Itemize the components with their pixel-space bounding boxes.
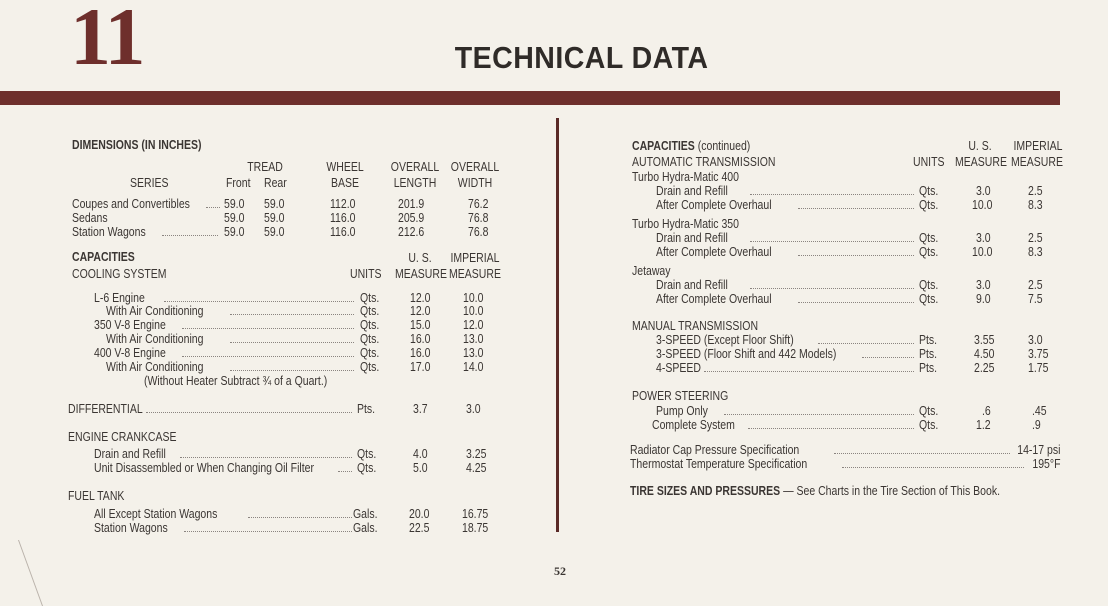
radiator-label: Radiator Cap Pressure Specification (630, 443, 800, 457)
power-unit: Qts. (919, 404, 939, 418)
trans-imp: 2.5 (1028, 184, 1043, 198)
capacities-continued-title: CAPACITIES (632, 139, 695, 153)
trans-unit: Qts. (919, 245, 939, 259)
crankcase-us: 4.0 (413, 447, 428, 461)
manual-us: 4.50 (974, 347, 995, 361)
fuel-heading: FUEL TANK (68, 489, 125, 503)
cooling-unit: Qts. (360, 291, 380, 305)
col-imperial: IMPERIAL (450, 251, 500, 265)
manual-us: 3.55 (974, 333, 995, 347)
trans-us: 3.0 (976, 184, 991, 198)
trans-imp: 2.5 (1028, 278, 1043, 292)
dim-series: Coupes and Convertibles (72, 197, 190, 211)
col-wheel: WHEEL (326, 160, 364, 174)
cooling-label: With Air Conditioning (106, 332, 204, 346)
dimensions-heading: DIMENSIONS (IN INCHES) (72, 138, 202, 152)
differential-label: DIFFERENTIAL (68, 402, 143, 416)
dim-front: 59.0 (224, 225, 245, 239)
manual-label: 4-SPEED (656, 361, 701, 375)
power-unit: Qts. (919, 418, 939, 432)
dim-rear: 59.0 (264, 197, 285, 211)
cooling-imp: 10.0 (463, 304, 484, 318)
col-measure-us-right: MEASURE (955, 155, 1007, 169)
dim-rear: 59.0 (264, 211, 285, 225)
manual-label: 3-SPEED (Floor Shift and 442 Models) (656, 347, 837, 361)
trans-unit: Qts. (919, 292, 939, 306)
trans-unit: Qts. (919, 184, 939, 198)
radiator-value: 14-17 psi (1016, 443, 1060, 457)
fuel-imp: 18.75 (462, 521, 489, 535)
cooling-us: 17.0 (410, 360, 431, 374)
trans-unit: Qts. (919, 231, 939, 245)
trans-us: 3.0 (976, 231, 991, 245)
col-tread: TREAD (247, 160, 283, 174)
crankcase-imp: 4.25 (466, 461, 487, 475)
col-series: SERIES (130, 176, 169, 190)
col-overall-width-1: OVERALL (450, 160, 500, 174)
manual-imp: 3.0 (1028, 333, 1043, 347)
tire-note-rest: — See Charts in the Tire Section of This Book. (783, 484, 1000, 498)
cooling-imp: 14.0 (463, 360, 484, 374)
trans-imp: 7.5 (1028, 292, 1043, 306)
col-measure-imp: MEASURE (449, 267, 501, 281)
col-width: WIDTH (457, 176, 493, 190)
differential-us: 3.7 (413, 402, 428, 416)
trans-us: 10.0 (972, 245, 993, 259)
manual-unit: Pts. (919, 361, 938, 375)
page-number: 52 (554, 564, 566, 578)
trans-label: After Complete Overhaul (656, 245, 772, 259)
crankcase-imp: 3.25 (466, 447, 487, 461)
crankcase-unit: Qts. (357, 447, 377, 461)
col-measure-us: MEASURE (395, 267, 447, 281)
manual-imp: 3.75 (1028, 347, 1049, 361)
auto-transmission-heading: AUTOMATIC TRANSMISSION (632, 155, 776, 169)
cooling-unit: Qts. (360, 360, 380, 374)
cooling-us: 16.0 (410, 332, 431, 346)
column-divider (556, 118, 559, 532)
page-title: TECHNICAL DATA (454, 40, 709, 75)
trans-label: Drain and Refill (656, 184, 728, 198)
col-measure-imp-right: MEASURE (1011, 155, 1063, 169)
trans-label: After Complete Overhaul (656, 292, 772, 306)
capacities-heading: CAPACITIES (72, 250, 135, 264)
fuel-us: 22.5 (409, 521, 430, 535)
trans-label: Drain and Refill (656, 231, 728, 245)
trans-imp: 2.5 (1028, 231, 1043, 245)
cooling-label: 400 V-8 Engine (94, 346, 166, 360)
fuel-unit: Gals. (353, 507, 378, 521)
fuel-unit: Gals. (353, 521, 378, 535)
power-imp: .9 (1032, 418, 1041, 432)
dim-length: 205.9 (398, 211, 425, 225)
crankcase-us: 5.0 (413, 461, 428, 475)
cooling-us: 16.0 (410, 346, 431, 360)
power-us: .6 (982, 404, 991, 418)
crankcase-unit: Qts. (357, 461, 377, 475)
power-us: 1.2 (976, 418, 991, 432)
heater-note: (Without Heater Subtract ¾ of a Quart.) (144, 374, 328, 388)
cooling-label: With Air Conditioning (106, 360, 204, 374)
th350-heading: Turbo Hydra-Matic 350 (632, 217, 739, 231)
chapter-number: 11 (70, 0, 144, 82)
cooling-us: 15.0 (410, 318, 431, 332)
dim-front: 59.0 (224, 197, 245, 211)
col-base: BASE (330, 176, 360, 190)
dim-length: 201.9 (398, 197, 425, 211)
manual-label: 3-SPEED (Except Floor Shift) (656, 333, 794, 347)
trans-imp: 8.3 (1028, 198, 1043, 212)
dim-series: Sedans (72, 211, 108, 225)
continued-note: (continued) (697, 139, 751, 153)
cooling-imp: 10.0 (463, 291, 484, 305)
power-label: Pump Only (656, 404, 708, 418)
thermostat-value: 195°F (1031, 457, 1060, 471)
power-label: Complete System (652, 418, 735, 432)
trans-imp: 8.3 (1028, 245, 1043, 259)
dim-rear: 59.0 (264, 225, 285, 239)
col-us-right: U. S. (968, 139, 992, 153)
trans-us: 10.0 (972, 198, 993, 212)
trans-unit: Qts. (919, 278, 939, 292)
trans-label: Drain and Refill (656, 278, 728, 292)
dim-series: Station Wagons (72, 225, 146, 239)
cooling-unit: Qts. (360, 318, 380, 332)
tire-note (630, 484, 1000, 498)
trans-label: After Complete Overhaul (656, 198, 772, 212)
thermostat-label: Thermostat Temperature Specification (630, 457, 808, 471)
th400-heading: Turbo Hydra-Matic 400 (632, 170, 739, 184)
header-rule (0, 91, 1060, 105)
col-imperial-right: IMPERIAL (1013, 139, 1063, 153)
cooling-unit: Qts. (360, 304, 380, 318)
dim-base: 116.0 (330, 211, 356, 225)
fuel-label: Station Wagons (94, 521, 168, 535)
crankcase-heading: ENGINE CRANKCASE (68, 430, 177, 444)
crankcase-label: Drain and Refill (94, 447, 166, 461)
cooling-heading: COOLING SYSTEM (72, 267, 167, 281)
cooling-imp: 13.0 (463, 332, 484, 346)
manual-imp: 1.75 (1028, 361, 1049, 375)
jetaway-heading: Jetaway (632, 264, 671, 278)
col-length: LENGTH (393, 176, 437, 190)
dim-front: 59.0 (224, 211, 245, 225)
dim-length: 212.6 (398, 225, 425, 239)
manual-transmission-heading: MANUAL TRANSMISSION (632, 319, 759, 333)
fuel-imp: 16.75 (462, 507, 489, 521)
cooling-imp: 13.0 (463, 346, 484, 360)
cooling-us: 12.0 (410, 291, 431, 305)
cooling-label: With Air Conditioning (106, 304, 204, 318)
tire-note-bold: TIRE SIZES AND PRESSURES (630, 484, 781, 498)
page-fold-shadow (0, 540, 43, 606)
cooling-label: L-6 Engine (94, 291, 145, 305)
capacities-continued-heading (632, 139, 750, 153)
cooling-unit: Qts. (360, 346, 380, 360)
dim-base: 112.0 (330, 197, 356, 211)
col-rear: Rear (264, 176, 287, 190)
crankcase-label: Unit Disassembled or When Changing Oil Filter (94, 461, 315, 475)
col-overall-length-1: OVERALL (390, 160, 440, 174)
cooling-label: 350 V-8 Engine (94, 318, 166, 332)
col-units-right: UNITS (913, 155, 945, 169)
differential-imp: 3.0 (466, 402, 481, 416)
power-imp: .45 (1032, 404, 1047, 418)
manual-unit: Pts. (919, 347, 938, 361)
fuel-us: 20.0 (409, 507, 430, 521)
trans-us: 9.0 (976, 292, 991, 306)
differential-unit: Pts. (357, 402, 376, 416)
cooling-imp: 12.0 (463, 318, 484, 332)
power-steering-heading: POWER STEERING (632, 389, 729, 403)
cooling-us: 12.0 (410, 304, 431, 318)
col-units: UNITS (350, 267, 382, 281)
trans-unit: Qts. (919, 198, 939, 212)
col-front: Front (226, 176, 251, 190)
fuel-label: All Except Station Wagons (94, 507, 218, 521)
trans-us: 3.0 (976, 278, 991, 292)
dim-width: 76.2 (468, 197, 489, 211)
dim-width: 76.8 (468, 225, 489, 239)
manual-us: 2.25 (974, 361, 995, 375)
manual-unit: Pts. (919, 333, 938, 347)
cooling-unit: Qts. (360, 332, 380, 346)
col-us: U. S. (408, 251, 432, 265)
dim-width: 76.8 (468, 211, 489, 225)
dim-base: 116.0 (330, 225, 356, 239)
